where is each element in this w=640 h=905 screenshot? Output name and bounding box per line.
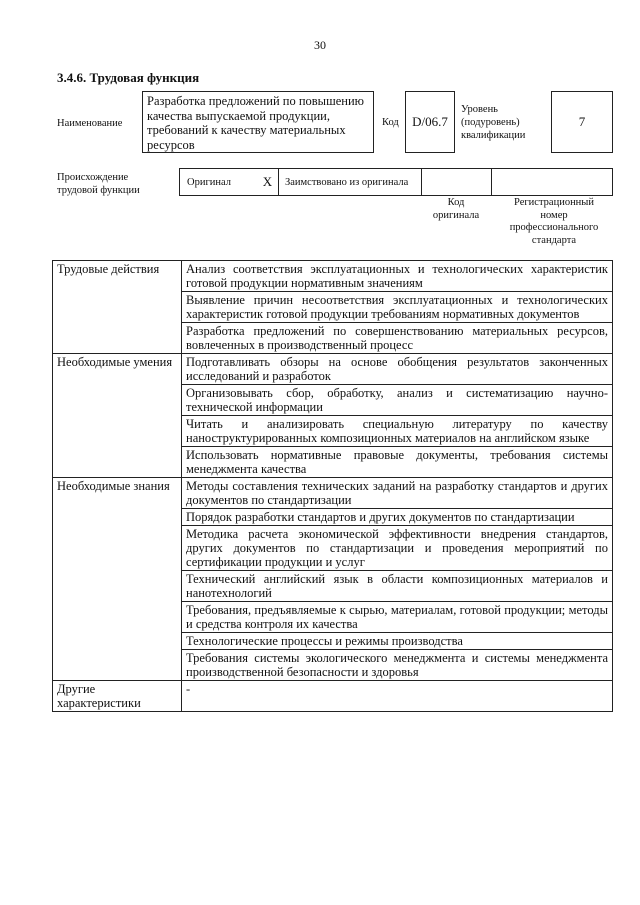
table-row: [53, 478, 613, 509]
origin-code-cell: [422, 169, 492, 195]
table-cell: Использовать нормативные правовые документы, требования системы менеджмента качества: [182, 447, 613, 478]
section-title: 3.4.6. Трудовая функция: [57, 70, 200, 85]
table-cell: Требования, предъявляемые к сырью, материалам, готовой продукции; методы и средства контроля их качества: [182, 602, 613, 633]
table-cell: Подготавливать обзоры на основе обобщения результатов законченных исследований и разработок: [182, 354, 613, 385]
table-row: [53, 681, 613, 712]
table-cell: -: [182, 681, 613, 712]
origin-original-label: Оригинал: [187, 176, 231, 188]
name-label: Наименование: [57, 118, 123, 129]
table-cell: Требования системы экологического менеджмента и системы менеджмента производственной безопасности и здоровья: [182, 650, 613, 681]
origin-mark: X: [257, 169, 279, 195]
section-heading: Трудовые действия: [53, 261, 182, 354]
origin-reg-cell: [492, 169, 612, 195]
code-caption-line-1: Код: [447, 197, 465, 208]
origin-reg-caption: [496, 197, 612, 247]
table-cell: Технологические процессы и режимы производства: [182, 633, 613, 650]
reg-caption-line-2: номер: [540, 209, 568, 221]
section-heading: Необходимые умения: [53, 354, 182, 478]
qualification-level-label: [461, 103, 525, 142]
table-cell: Технический английский язык в области композиционных материалов и нанотехнологий: [182, 571, 613, 602]
level-label-line-3: квалификации: [461, 130, 526, 141]
reg-caption-line-4: стандарта: [531, 234, 577, 246]
origin-label-line-2: трудовой функции: [57, 184, 140, 196]
reg-caption-line-3: профессионального: [509, 222, 599, 233]
function-name-box: Разработка предложений по повышению качества выпускаемой продукции, требований к качеству материальных ресурсов: [142, 91, 374, 153]
table-row: [53, 354, 613, 385]
table-cell: Методы составления технических заданий на разработку стандартов и других документов по стандартизации: [182, 478, 613, 509]
origin-code-caption: [420, 197, 492, 222]
level-label-line-1: Уровень: [461, 104, 498, 115]
page-number: 30: [314, 38, 326, 52]
origin-row: [179, 168, 613, 196]
code-caption-line-2: оригинала: [432, 209, 480, 221]
origin-borrowed-label: Заимствовано из оригинала: [279, 169, 422, 195]
section-heading: Другие характеристики: [53, 681, 182, 712]
origin-label: [57, 172, 140, 197]
table-cell: Порядок разработки стандартов и других документов по стандартизации: [182, 509, 613, 526]
table-row: [53, 261, 613, 292]
function-table: [52, 260, 613, 712]
table-cell: Выявление причин несоответствия эксплуатационных и технологических характеристик готовой продукции требованиям нормативных документов: [182, 292, 613, 323]
code-label: Код: [382, 117, 399, 128]
table-cell: Анализ соответствия эксплуатационных и технологических характеристик готовой продукции нормативным значениям: [182, 261, 613, 292]
qualification-level-box: 7: [551, 91, 613, 153]
reg-caption-line-1: Регистрационный: [514, 197, 594, 208]
table-cell: Организовывать сбор, обработку, анализ и систематизацию научно-технической информации: [182, 385, 613, 416]
table-cell: Методика расчета экономической эффективности внедрения стандартов, других документов по стандартизации и проведения мероприятий по сертификации продукции и услуг: [182, 526, 613, 571]
level-label-line-2: (подуровень): [461, 117, 520, 128]
origin-label-line-1: Происхождение: [57, 172, 129, 183]
table-cell: Разработка предложений по совершенствованию материальных ресурсов, вовлеченных в производственный процесс: [182, 323, 613, 354]
table-cell: Читать и анализировать специальную литературу по качеству наноструктурированных композиционных материалов на английском языке: [182, 416, 613, 447]
function-code-box: D/06.7: [405, 91, 455, 153]
section-heading: Необходимые знания: [53, 478, 182, 681]
